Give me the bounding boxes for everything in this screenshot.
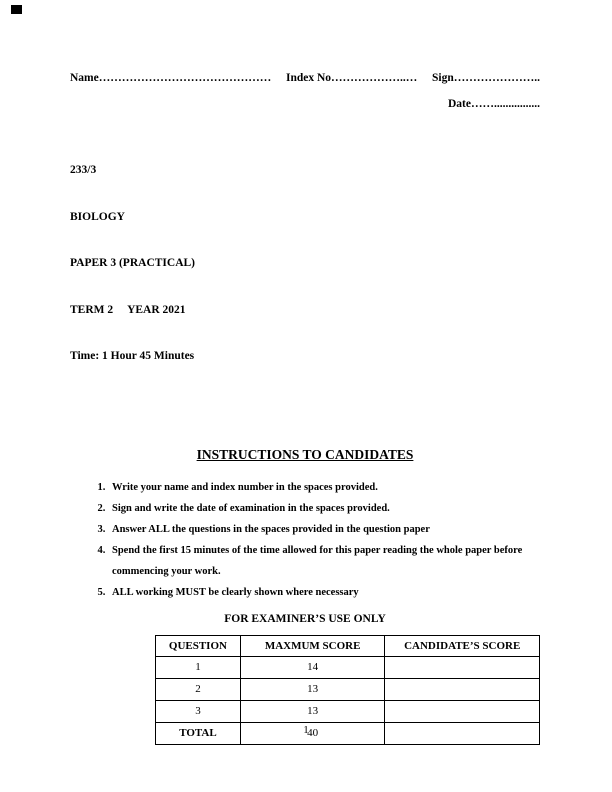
candidate-score-cell — [385, 678, 540, 700]
table-row — [156, 700, 540, 722]
column-header-max-score: MAXMUM SCORE — [240, 635, 385, 656]
question-number-cell: 3 — [156, 700, 241, 722]
table-row — [156, 678, 540, 700]
time-allowed: Time: 1 Hour 45 Minutes — [70, 350, 195, 362]
total-label-cell: TOTAL — [156, 722, 241, 744]
page-number: 1 — [303, 724, 309, 736]
table-header-row — [156, 635, 540, 656]
total-max-score-cell: 40 — [240, 722, 385, 744]
instruction-item: 4. Spend the first 15 minutes of the time allowed for this paper reading the whole paper before commencing your work. — [108, 540, 540, 582]
instruction-item: 5. ALL working MUST be clearly shown where necessary — [108, 582, 540, 603]
candidate-score-cell — [385, 700, 540, 722]
column-header-candidate-score: CANDIDATE’S SCORE — [385, 635, 540, 656]
paper-title: PAPER 3 (PRACTICAL) — [70, 257, 196, 269]
candidate-fields-line — [70, 71, 540, 85]
date-field-line — [70, 97, 540, 111]
scan-artifact-mark — [11, 5, 22, 14]
instructions-title: INSTRUCTIONS TO CANDIDATES — [196, 446, 414, 462]
examiner-table-title: FOR EXAMINER’S USE ONLY — [224, 612, 386, 625]
max-score-cell: 14 — [240, 656, 385, 678]
table-row — [156, 656, 540, 678]
column-header-question: QUESTION — [156, 635, 241, 656]
index-no-field-label: Index No………………..… — [285, 72, 418, 84]
name-field-label: Name……………………………………… — [70, 72, 272, 84]
candidate-score-cell — [385, 656, 540, 678]
instruction-item: 1. Write your name and index number in the spaces provided. — [108, 477, 540, 498]
date-field-label: Date……................ — [448, 98, 540, 110]
instruction-item: 2. Sign and write the date of examination in the spaces provided. — [108, 498, 540, 519]
subject-title: BIOLOGY — [70, 210, 125, 223]
paper-header-block — [70, 132, 540, 396]
max-score-cell: 13 — [240, 700, 385, 722]
question-number-cell: 1 — [156, 656, 241, 678]
instructions-list — [70, 477, 540, 603]
sign-field-label: Sign………………….. — [432, 72, 540, 84]
page-content — [70, 0, 540, 745]
max-score-cell: 13 — [240, 678, 385, 700]
instruction-item: 3. Answer ALL the questions in the spaces provided in the question paper — [108, 519, 540, 540]
term-year: TERM 2 YEAR 2021 — [70, 303, 186, 316]
question-number-cell: 2 — [156, 678, 241, 700]
paper-code: 233/3 — [70, 164, 97, 176]
